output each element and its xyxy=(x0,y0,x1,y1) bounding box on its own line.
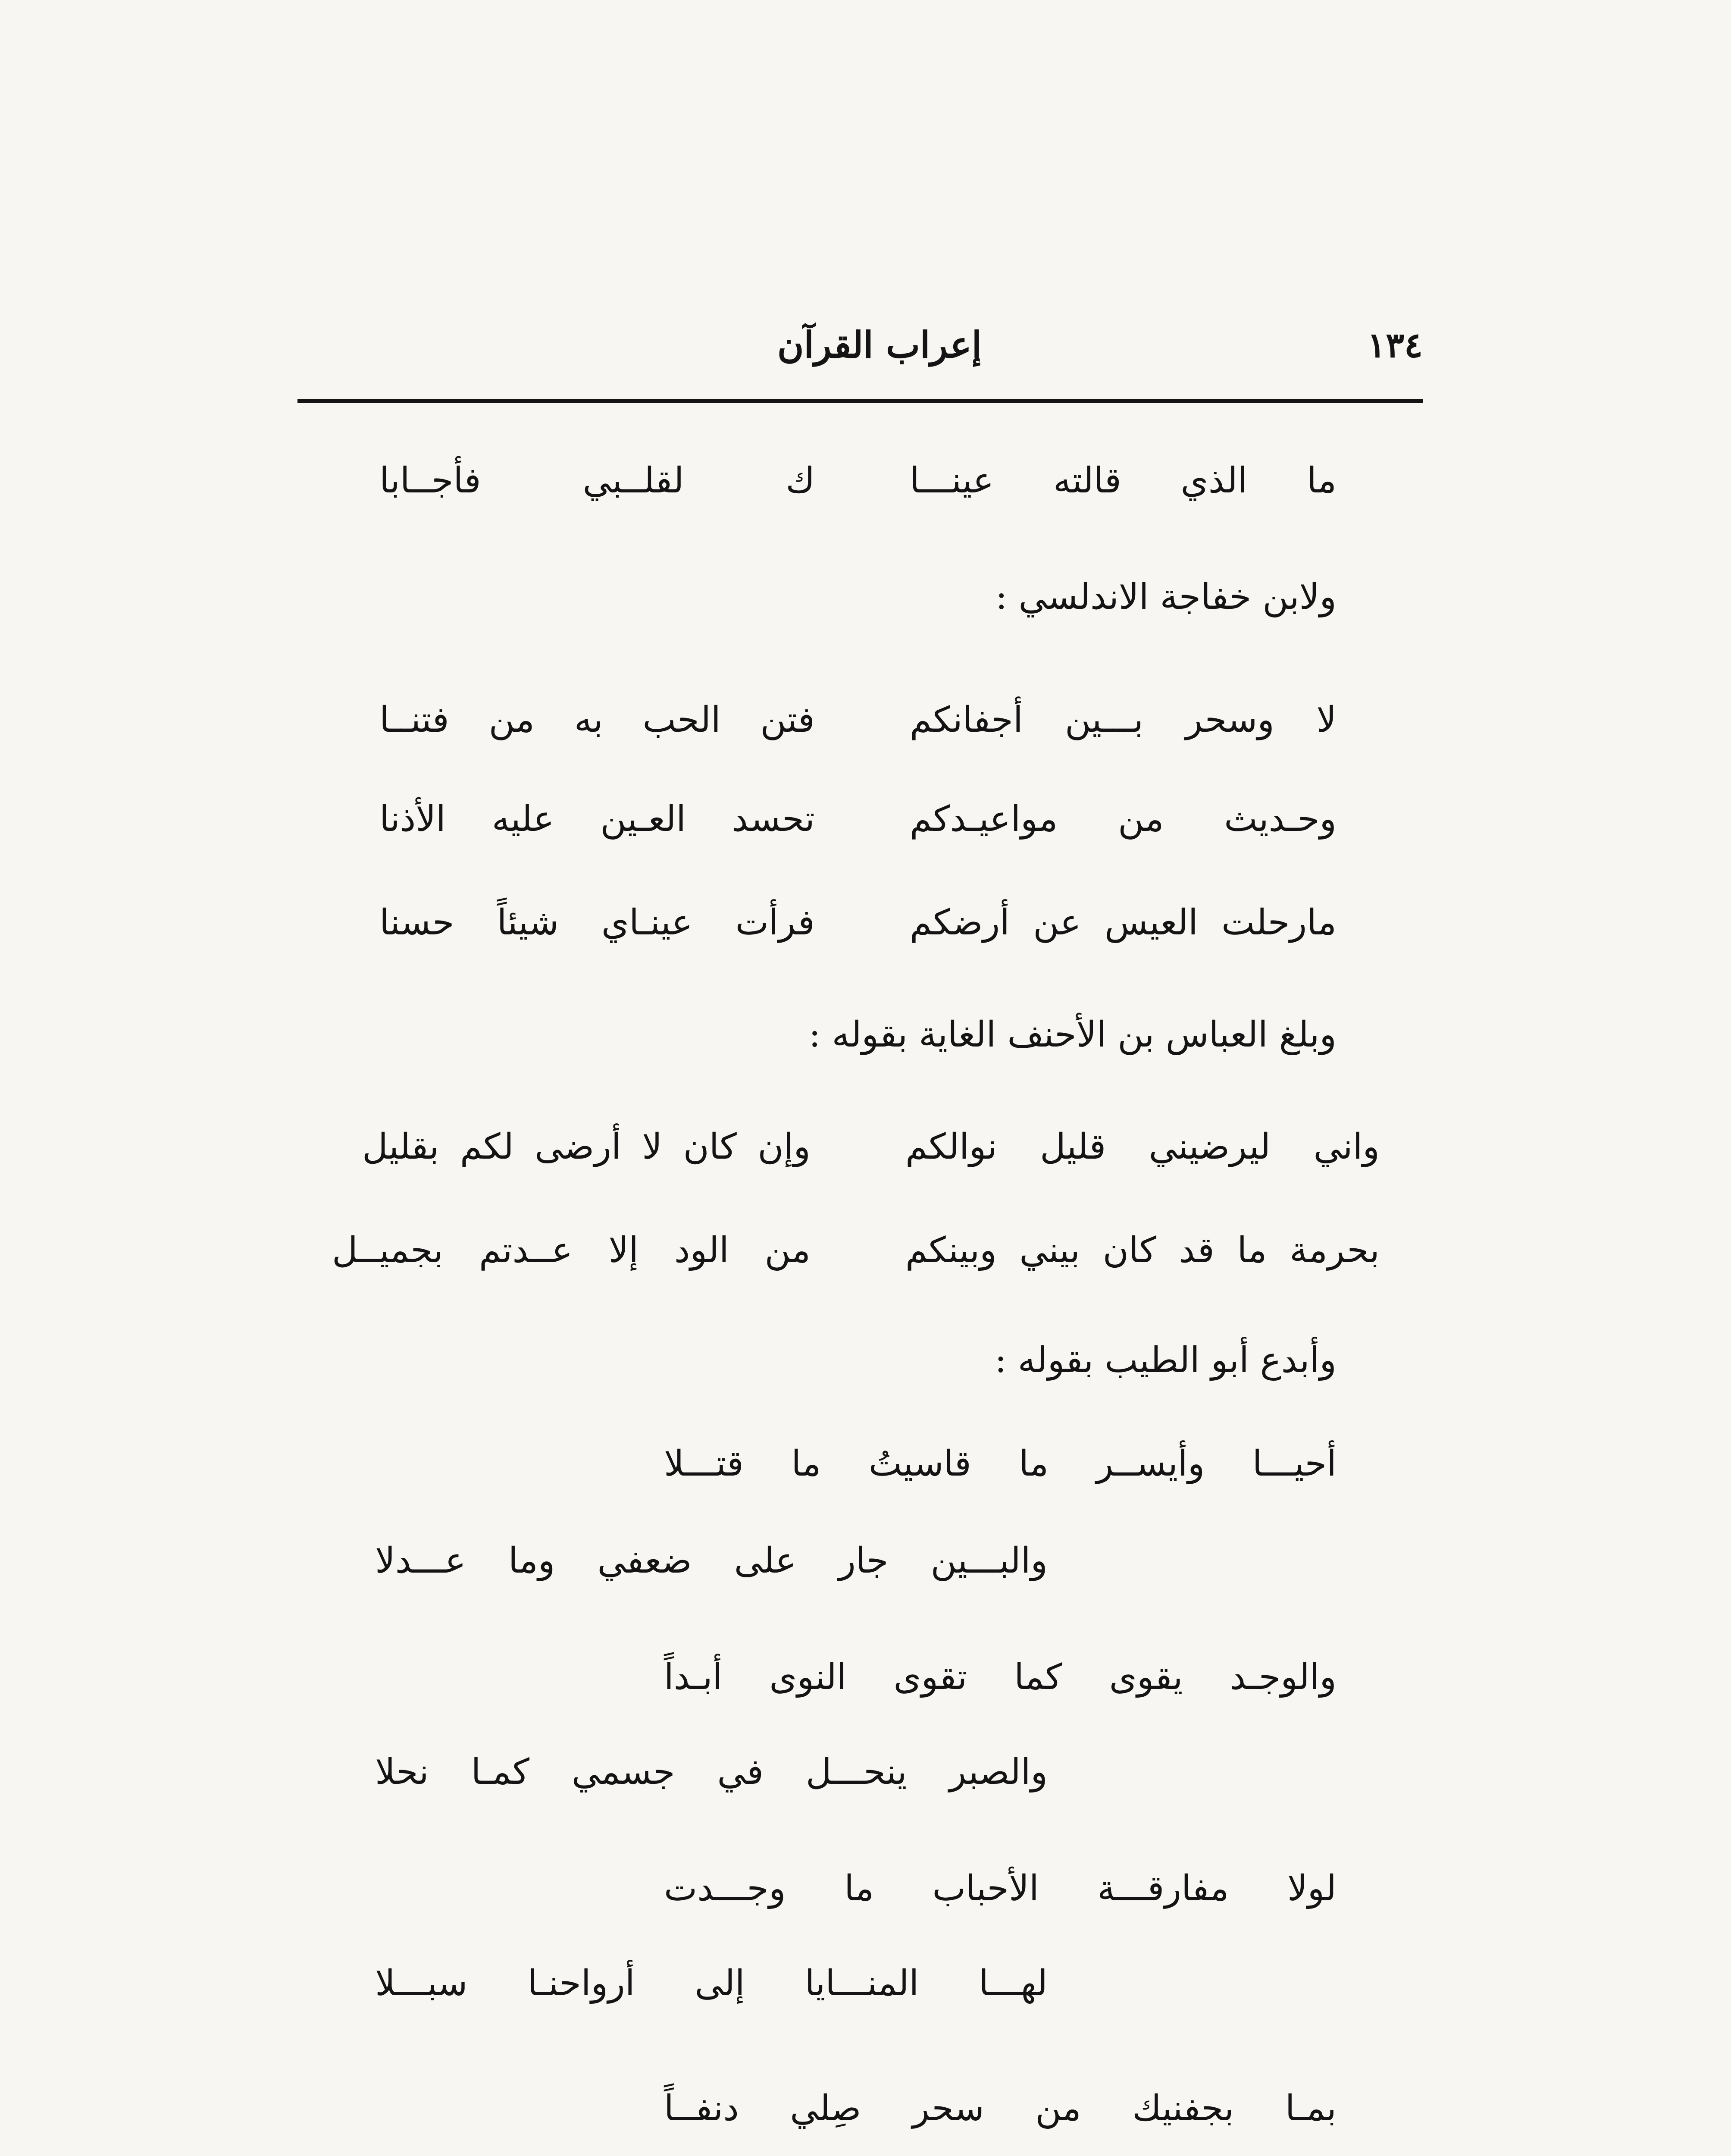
couplet xyxy=(379,884,1337,962)
hemistich-second: فرأت عينـاي شيئاً حسنا xyxy=(379,902,815,943)
verse-line: أحيـــا وأيســر ما قاسيتُ ما قتـــلا xyxy=(664,1443,1337,1484)
hemistich-first: بحرمة ما قد كان بيني وبينكم xyxy=(905,1230,1380,1271)
hemistich-second: من الود إلا عــدتم بجميــل xyxy=(332,1230,811,1271)
running-title: إعراب القرآن xyxy=(777,323,982,366)
hemistich-second: تحسد العـين عليه الأذنا xyxy=(379,799,815,840)
hemistich-second: ك لقلــبي فأجــابا xyxy=(379,460,815,501)
hemistich-first: وحـديث من مواعيـدكم xyxy=(910,799,1337,840)
prose-line: ولابن خفاجة الاندلسي : xyxy=(995,577,1337,617)
verse-line: والوجـد يقوى كما تقوى النوى أبـداً xyxy=(664,1657,1337,1698)
verse-line: والبـــين جار على ضعفي وما عـــدلا xyxy=(375,1540,1048,1581)
header-rule xyxy=(297,399,1423,403)
page-header xyxy=(297,315,1423,375)
couplet xyxy=(362,1108,1380,1186)
hemistich-second: وإن كان لا أرضى لكم بقليل xyxy=(362,1126,811,1167)
verse-line: بمـا بجفنيك من سحر صِلي دنفــاً xyxy=(664,2088,1337,2129)
prose-line: وبلغ العباس بن الأحنف الغاية بقوله : xyxy=(808,1014,1337,1055)
prose-line: وأبدع أبو الطيب بقوله : xyxy=(995,1340,1337,1381)
verse-line: لهـــا المنـــايا إلى أرواحنـا سبـــلا xyxy=(375,1963,1048,2004)
hemistich-second: فتن الحب به من فتنــا xyxy=(379,699,815,740)
verse-line: لولا مفارقـــة الأحباب ما وجـــدت xyxy=(664,1868,1337,1909)
verse-line: والصبر ينحـــل في جسمي كمـا نحلا xyxy=(375,1752,1048,1792)
hemistich-first: مارحلت العيس عن أرضكم xyxy=(910,902,1337,943)
hemistich-first: ما الذي قالته عينـــا xyxy=(910,460,1337,501)
page-number: ١٣٤ xyxy=(1367,325,1423,365)
couplet xyxy=(379,780,1337,858)
couplet xyxy=(379,681,1337,759)
couplet xyxy=(332,1212,1380,1289)
hemistich-first: واني ليرضيني قليل نوالكم xyxy=(905,1126,1380,1167)
couplet xyxy=(379,442,1337,520)
hemistich-first: لا وسحر بـــين أجفانكم xyxy=(910,699,1337,740)
